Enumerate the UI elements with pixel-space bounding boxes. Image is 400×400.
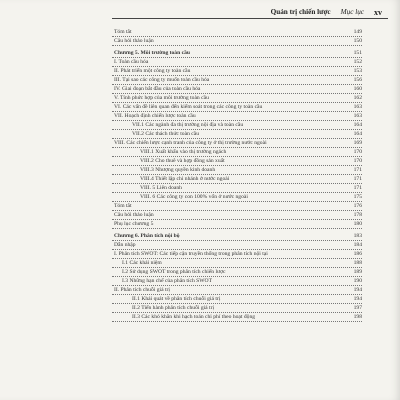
toc-entry-title: II.3 Các khó khăn khi hạch toán chi phí theo hoạt động <box>132 314 256 320</box>
toc-entry-page: 186 <box>353 251 362 257</box>
toc-entry-page: 183 <box>353 233 362 239</box>
toc-entry-page: 169 <box>353 140 362 146</box>
header-section: Mục lục <box>340 8 364 16</box>
toc-entry-title: Phụ lục chương 5 <box>114 221 154 227</box>
toc-row <box>112 157 362 166</box>
toc-row <box>112 220 362 229</box>
toc-row <box>112 130 362 139</box>
toc-entry-title: V. Tính phức hợp của môi trường toàn cầu <box>114 95 209 101</box>
toc-row <box>112 313 362 322</box>
toc-row <box>112 85 362 94</box>
toc-entry-title: Tóm tắt <box>114 203 132 209</box>
toc-entry-page: 170 <box>353 149 362 155</box>
toc-entry-title: II. Phân tích chuỗi giá trị <box>114 287 170 293</box>
toc-entry-title: I. Toàn cầu hóa <box>114 59 149 65</box>
toc-chapter-row <box>112 232 362 241</box>
toc-entry-title: II.2 Tiến hành phân tích chuỗi giá trị <box>132 305 215 311</box>
toc-entry-title: I.1 Các khái niệm <box>122 260 162 266</box>
toc-entry-title: VIII. Các chiến lược cạnh tranh của công ty ở thị trường nước ngoài <box>114 140 267 146</box>
toc-entry-page: 156 <box>353 77 362 83</box>
toc-entry-title: VIII.2 Cho thuê và hợp đồng sản xuất <box>140 158 225 164</box>
toc-row <box>112 202 362 211</box>
toc-entry-page: 153 <box>353 68 362 74</box>
toc-entry-page: 149 <box>353 29 362 35</box>
toc-entry-title: II.1 Khái quát về phân tích chuỗi giá trị <box>132 296 221 302</box>
toc-entry-title: Dẫn nhập <box>114 242 136 248</box>
toc-entry-page: 184 <box>353 242 362 248</box>
toc-entry-page: 160 <box>353 86 362 92</box>
toc-entry-page: 197 <box>353 305 362 311</box>
toc-entry-page: 152 <box>353 59 362 65</box>
header-rule <box>112 18 388 19</box>
header-book-title: Quản trị chiến lược <box>270 8 331 16</box>
toc-entry-page: 180 <box>353 221 362 227</box>
toc-entry-title: IV. Giai đoạn bắt đầu của toàn cầu hóa <box>114 86 201 92</box>
toc-row <box>112 103 362 112</box>
toc-row <box>112 304 362 313</box>
toc-chapter-row <box>112 49 362 58</box>
toc-entry-page: 150 <box>353 38 362 44</box>
toc-entry-page: 190 <box>353 278 362 284</box>
toc-entry-title: Tóm tắt <box>114 29 132 35</box>
toc-entry-page: 188 <box>353 260 362 266</box>
toc-row <box>112 286 362 295</box>
toc-entry-title: VI. Các vấn đề liên quan đến kiểm soát trong các công ty toàn cầu <box>114 104 263 110</box>
toc-row <box>112 76 362 85</box>
toc-entry-page: 151 <box>353 50 362 56</box>
table-of-contents <box>112 28 362 322</box>
toc-row <box>112 166 362 175</box>
toc-entry-page: 175 <box>353 194 362 200</box>
toc-row <box>112 211 362 220</box>
toc-entry-page: 164 <box>353 131 362 137</box>
toc-entry-page: 164 <box>353 122 362 128</box>
toc-entry-title: Câu hỏi thảo luận <box>114 38 154 44</box>
toc-row <box>112 184 362 193</box>
toc-entry-title: VII.2 Các thách thức toàn cầu <box>132 131 200 137</box>
toc-entry-page: 198 <box>353 314 362 320</box>
toc-entry-page: 162 <box>353 95 362 101</box>
toc-entry-title: VII.1 Các ngành đa thị trường nội địa và toàn cầu <box>132 122 244 128</box>
toc-entry-title: Chương 5. Môi trường toàn cầu <box>114 50 190 56</box>
toc-row <box>112 139 362 148</box>
toc-entry-title: Câu hỏi thảo luận <box>114 212 154 218</box>
toc-entry-title: II. Phát triển một công ty toàn cầu <box>114 68 191 74</box>
toc-entry-title: VIII.3 Nhượng quyền kinh doanh <box>140 167 216 173</box>
toc-row <box>112 37 362 46</box>
toc-entry-page: 194 <box>353 287 362 293</box>
toc-entry-title: VIII. 6 Các công ty con 100% vốn ở nước ngoài <box>140 194 248 200</box>
toc-row <box>112 67 362 76</box>
toc-row <box>112 58 362 67</box>
toc-entry-title: Chương 6. Phân tích nội bộ <box>114 233 180 239</box>
toc-entry-title: VII. Hoạch định chiến lược toàn cầu <box>114 113 196 119</box>
toc-entry-page: 163 <box>353 113 362 119</box>
toc-entry-title: III. Tại sao các công ty muốn toàn cầu hóa <box>114 77 210 83</box>
page-header <box>226 5 382 19</box>
toc-entry-page: 170 <box>353 158 362 164</box>
toc-row <box>112 241 362 250</box>
toc-row <box>112 148 362 157</box>
header-page-number: xv <box>374 7 382 17</box>
toc-entry-title: I. Phân tích SWOT: Các tiếp cận truyền thống trong phân tích nội tại <box>114 251 268 257</box>
toc-entry-title: VIII. 5 Liên doanh <box>140 185 182 191</box>
toc-entry-page: 194 <box>353 296 362 302</box>
toc-row <box>112 259 362 268</box>
toc-row <box>112 121 362 130</box>
toc-entry-page: 176 <box>353 203 362 209</box>
toc-entry-title: VIII.4 Thiết lập chi nhánh ở nước ngoài <box>140 176 230 182</box>
toc-entry-page: 178 <box>353 212 362 218</box>
toc-entry-title: I.2 Sử dụng SWOT trong phân tích chiến lược <box>122 269 226 275</box>
toc-row <box>112 277 362 286</box>
toc-row <box>112 28 362 37</box>
toc-entry-title: VIII.1 Xuất khẩu vào thị trường ngách <box>140 149 227 155</box>
toc-entry-page: 163 <box>353 104 362 110</box>
toc-row <box>112 193 362 202</box>
toc-entry-page: 171 <box>353 167 362 173</box>
toc-row <box>112 175 362 184</box>
toc-row <box>112 112 362 121</box>
toc-row <box>112 268 362 277</box>
toc-row <box>112 94 362 103</box>
toc-entry-page: 171 <box>353 176 362 182</box>
toc-entry-page: 171 <box>353 185 362 191</box>
toc-entry-page: 189 <box>353 269 362 275</box>
toc-entry-title: I.3 Những hạn chế của phân tích SWOT <box>122 278 213 284</box>
toc-row <box>112 295 362 304</box>
toc-row <box>112 250 362 259</box>
